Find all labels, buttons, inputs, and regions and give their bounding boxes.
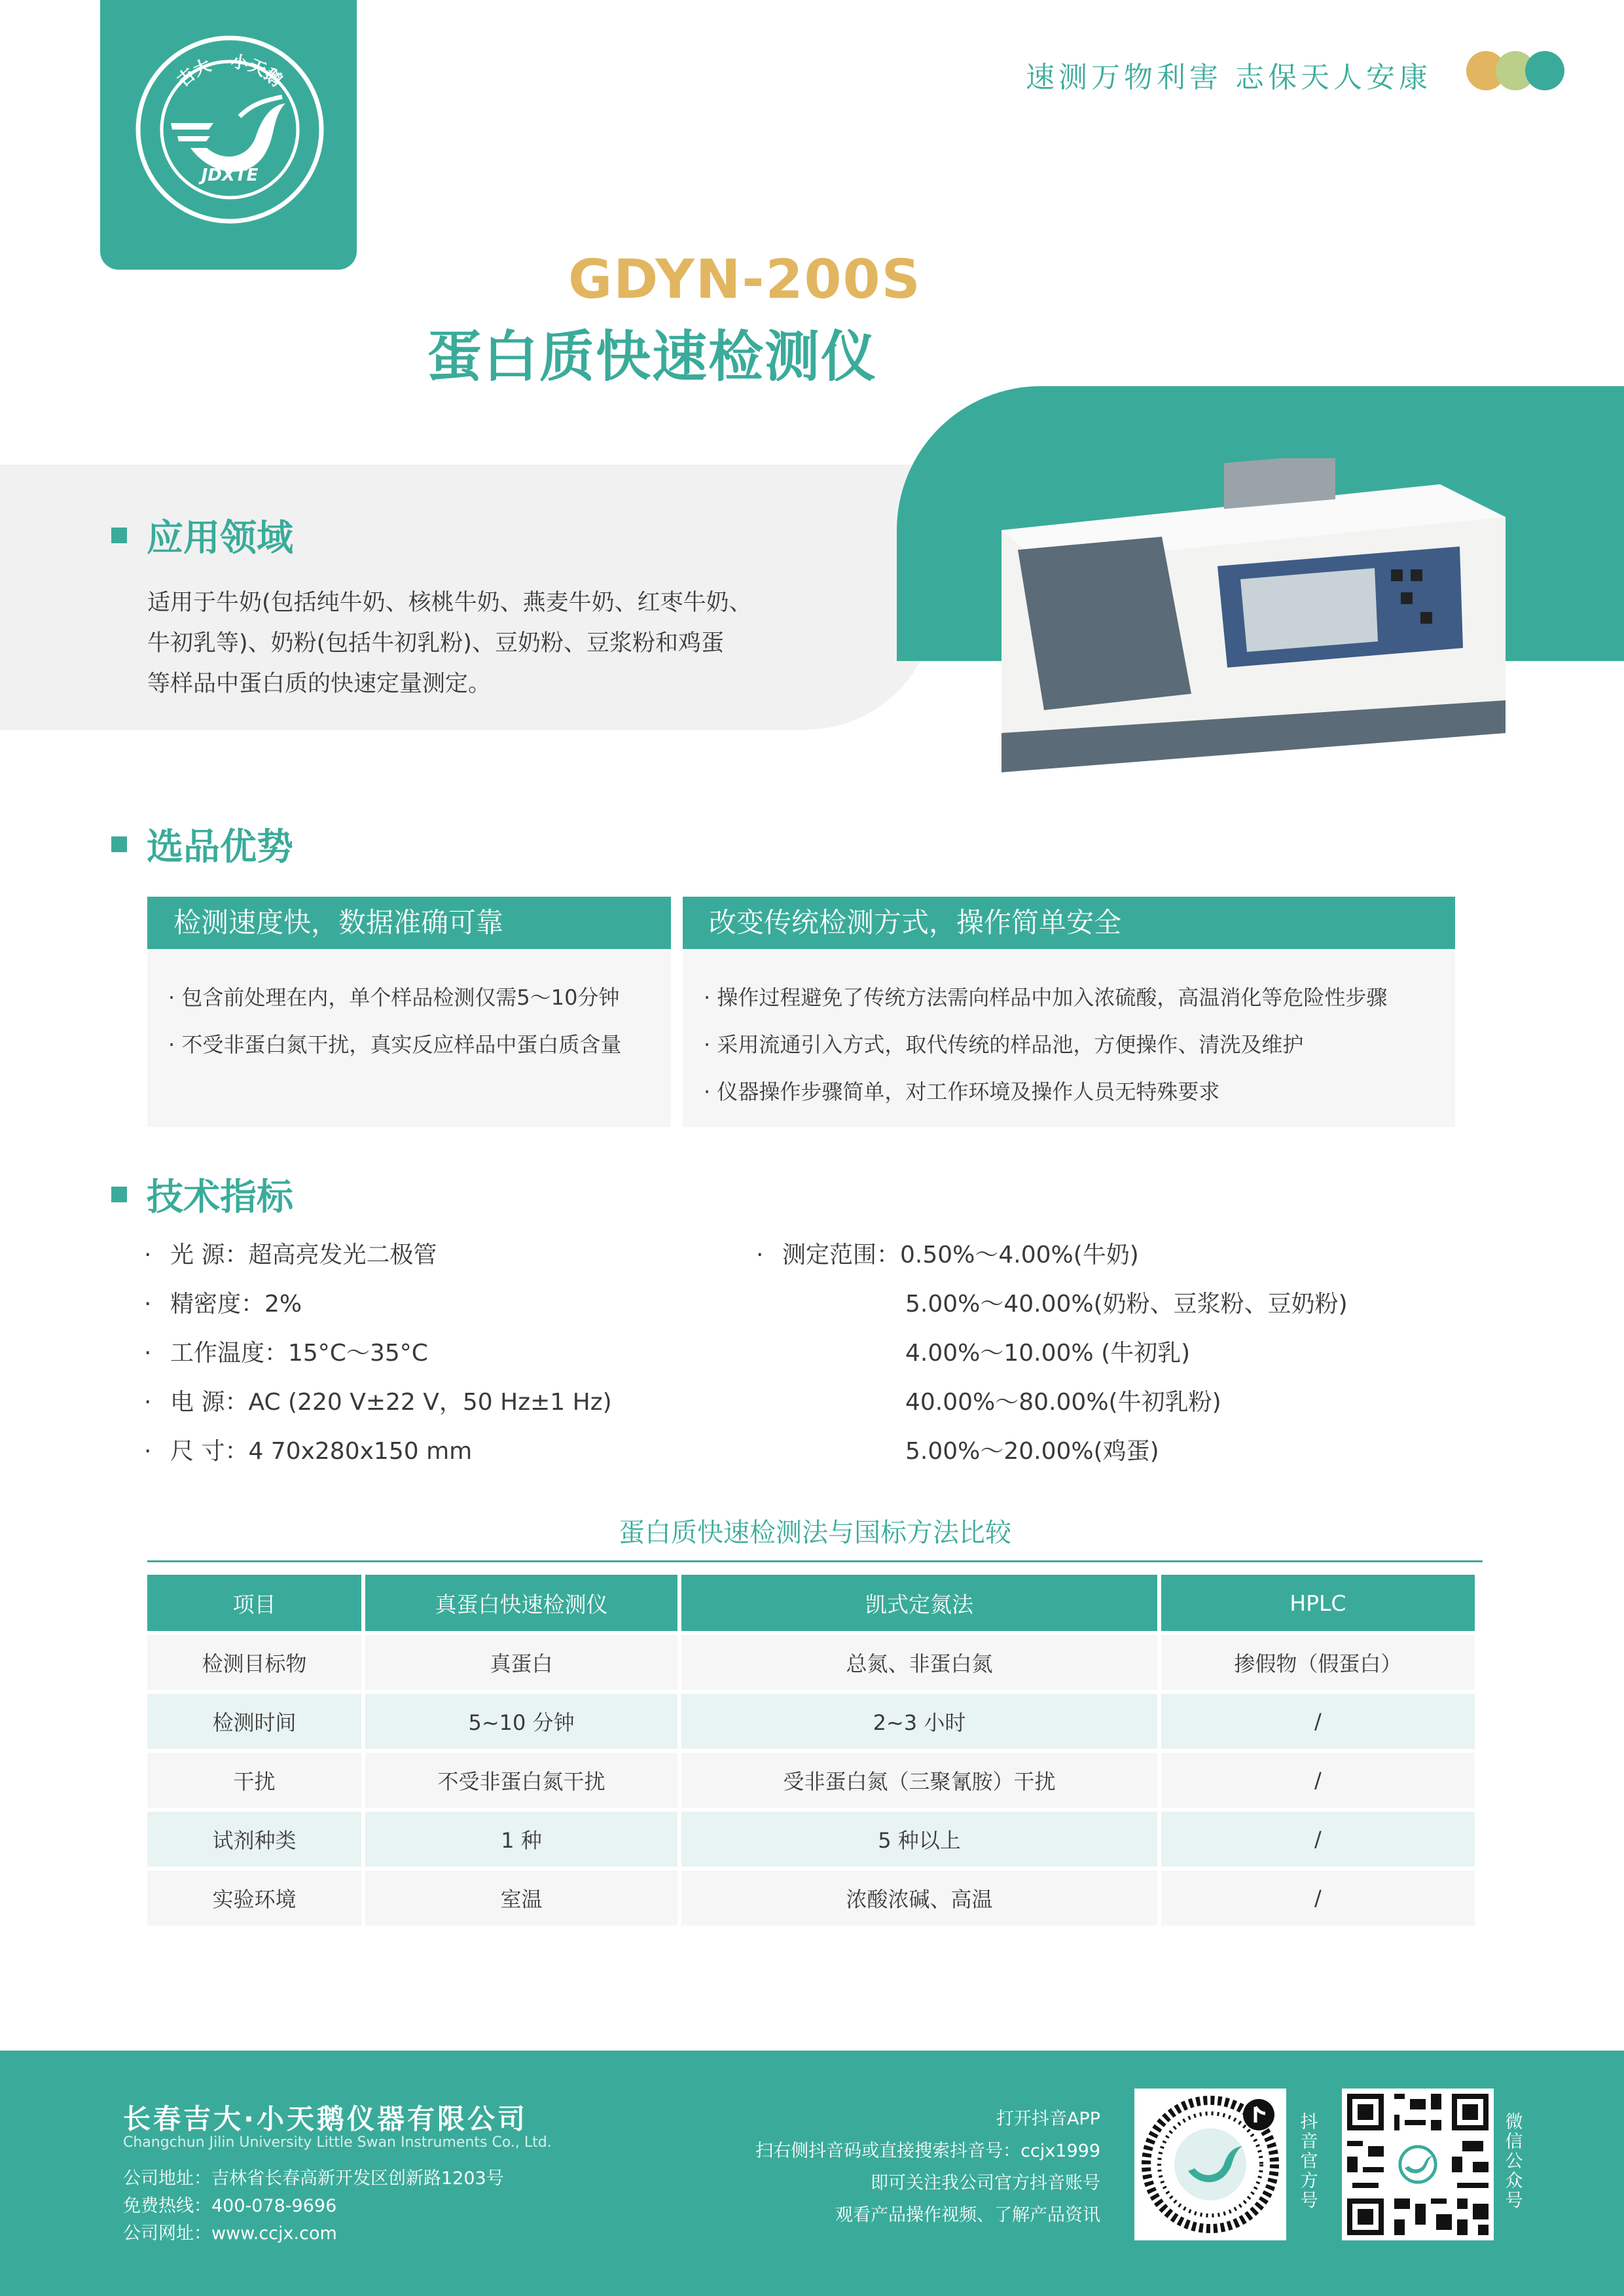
specs-heading	[111, 1168, 293, 1221]
spec-item: · 精密度：2%	[144, 1291, 302, 1318]
table-cell: 2~3 小时	[681, 1694, 1157, 1749]
table-row	[147, 1753, 1475, 1808]
advantage-box-safety	[683, 897, 1455, 1127]
table-header-cell: HPLC	[1161, 1575, 1475, 1631]
slogan: 速测万物利害 志保天人安康	[1026, 61, 1432, 94]
company-contact	[123, 2165, 504, 2248]
douyin-line: 打开抖音APP	[996, 2109, 1100, 2129]
table-cell: 真蛋白	[365, 1635, 677, 1690]
specs-title: 技术指标	[147, 1176, 293, 1219]
spec-item: · 尺 寸：4 70x280x150 mm	[144, 1438, 473, 1465]
table-row	[147, 1694, 1475, 1749]
advantage-heading: 改变传统检测方式，操作简单安全	[683, 897, 1455, 949]
logo-arc-text: 吉大 · 小天鹅	[173, 52, 286, 91]
square-bullet-icon	[111, 1187, 127, 1202]
table-row	[147, 1812, 1475, 1867]
advantages-heading	[111, 818, 293, 870]
advantage-box-speed	[147, 897, 671, 1127]
application-line: 等样品中蛋白质的快速定量测定。	[147, 671, 492, 697]
application-line: 牛初乳等)、奶粉(包括牛初乳粉)、豆奶粉、豆浆粉和鸡蛋	[147, 630, 724, 656]
table-cell: 检测目标物	[147, 1635, 361, 1690]
advantage-item: · 仪器操作步骤简单，对工作环境及操作人员无特殊要求	[704, 1079, 1220, 1104]
douyin-qr-code-icon[interactable]	[1134, 2089, 1286, 2240]
footer	[0, 2051, 1624, 2296]
company-name-en: Changchun Jilin University Little Swan Instruments Co., Ltd.	[123, 2134, 552, 2151]
application-title: 应用领域	[147, 517, 293, 560]
table-cell: 不受非蛋白氮干扰	[365, 1753, 677, 1808]
application-line: 适用于牛奶(包括纯牛奶、核桃牛奶、燕麦牛奶、红枣牛奶、	[147, 590, 752, 616]
advantage-heading: 检测速度快，数据准确可靠	[147, 897, 671, 949]
table-header-cell: 项目	[147, 1575, 361, 1631]
table-cell: 试剂种类	[147, 1812, 361, 1867]
company-hotline: 免费热线：400-078-9696	[123, 2196, 337, 2216]
table-cell: 5 种以上	[681, 1812, 1157, 1867]
product-model: GDYN-200S	[568, 249, 922, 311]
table-cell: 1 种	[365, 1812, 677, 1867]
table-cell: 总氮、非蛋白氮	[681, 1635, 1157, 1690]
advantage-item: · 操作过程避免了传统方法需向样品中加入浓硫酸，高温消化等危险性步骤	[704, 985, 1388, 1010]
douyin-line: 扫右侧抖音码或直接搜索抖音号：ccjx1999	[755, 2141, 1100, 2161]
device-image	[982, 458, 1519, 798]
table-cell: /	[1161, 1871, 1475, 1926]
table-cell: 实验环境	[147, 1871, 361, 1926]
advantages-title: 选品优势	[147, 826, 293, 869]
product-name: 蛋白质快速检测仪	[427, 325, 878, 389]
spec-item: · 光 源：超高亮发光二极管	[144, 1242, 437, 1268]
table-header-cell: 凯式定氮法	[681, 1575, 1157, 1631]
spec-item: 40.00%～80.00%(牛初乳粉)	[905, 1389, 1221, 1416]
swan-logo-icon	[132, 31, 328, 228]
decorative-dots	[1466, 51, 1564, 90]
spec-item: 4.00%～10.00% (牛初乳)	[905, 1340, 1191, 1367]
spec-item: 5.00%～40.00%(奶粉、豆浆粉、豆奶粉)	[905, 1291, 1348, 1318]
table-cell: /	[1161, 1694, 1475, 1749]
square-bullet-icon	[111, 528, 127, 543]
table-cell: /	[1161, 1812, 1475, 1867]
table-row	[147, 1635, 1475, 1690]
douyin-line: 即可关注我公司官方抖音账号	[871, 2173, 1100, 2193]
table-cell: /	[1161, 1753, 1475, 1808]
specs-right-list	[756, 1230, 1348, 1476]
table-cell: 检测时间	[147, 1694, 361, 1749]
comparison-table	[143, 1571, 1479, 1929]
application-text	[147, 583, 769, 704]
logo-brand-text: JDXTE	[201, 166, 259, 185]
table-header-cell: 真蛋白快速检测仪	[365, 1575, 677, 1631]
douyin-instructions	[755, 2103, 1100, 2231]
table-cell: 受非蛋白氮（三聚氰胺）干扰	[681, 1753, 1157, 1808]
wechat-qr-code-icon[interactable]	[1342, 2089, 1494, 2240]
application-heading	[111, 509, 293, 562]
company-logo	[100, 0, 357, 270]
comparison-title: 蛋白质快速检测法与国标方法比较	[619, 1518, 1011, 1548]
company-name: 长春吉大·小天鹅仪器有限公司	[123, 2103, 528, 2135]
wechat-label: 微信公众号	[1505, 2112, 1523, 2211]
company-website: 公司网址：www.ccjx.com	[123, 2223, 337, 2244]
spec-item: 5.00%～20.00%(鸡蛋)	[905, 1438, 1159, 1465]
dot-icon	[1525, 51, 1564, 90]
table-cell: 干扰	[147, 1753, 361, 1808]
table-cell: 5~10 分钟	[365, 1694, 677, 1749]
advantage-item: · 包含前处理在内，单个样品检测仅需5～10分钟	[168, 985, 620, 1010]
spec-item: · 电 源：AC (220 V±22 V，50 Hz±1 Hz)	[144, 1389, 612, 1416]
douyin-label: 抖音官方号	[1300, 2112, 1318, 2211]
spec-item: · 测定范围：0.50%～4.00%(牛奶)	[756, 1242, 1139, 1268]
specs-left-list	[144, 1230, 612, 1476]
comparison-title-rule	[147, 1560, 1483, 1562]
advantage-item: · 不受非蛋白氮干扰，真实反应样品中蛋白质含量	[168, 1032, 622, 1057]
douyin-line: 观看产品操作视频、了解产品资讯	[835, 2205, 1100, 2225]
company-address: 公司地址：吉林省长春高新开发区创新路1203号	[123, 2168, 504, 2189]
square-bullet-icon	[111, 836, 127, 852]
advantage-item: · 采用流通引入方式，取代传统的样品池，方便操作、清洗及维护	[704, 1032, 1304, 1057]
table-row	[147, 1871, 1475, 1926]
table-header-row	[147, 1575, 1475, 1631]
svg-text:吉大 · 小天鹅	[173, 52, 285, 90]
table-cell: 室温	[365, 1871, 677, 1926]
spec-item: · 工作温度：15°C～35°C	[144, 1340, 428, 1367]
table-cell: 浓酸浓碱、高温	[681, 1871, 1157, 1926]
table-cell: 掺假物（假蛋白）	[1161, 1635, 1475, 1690]
